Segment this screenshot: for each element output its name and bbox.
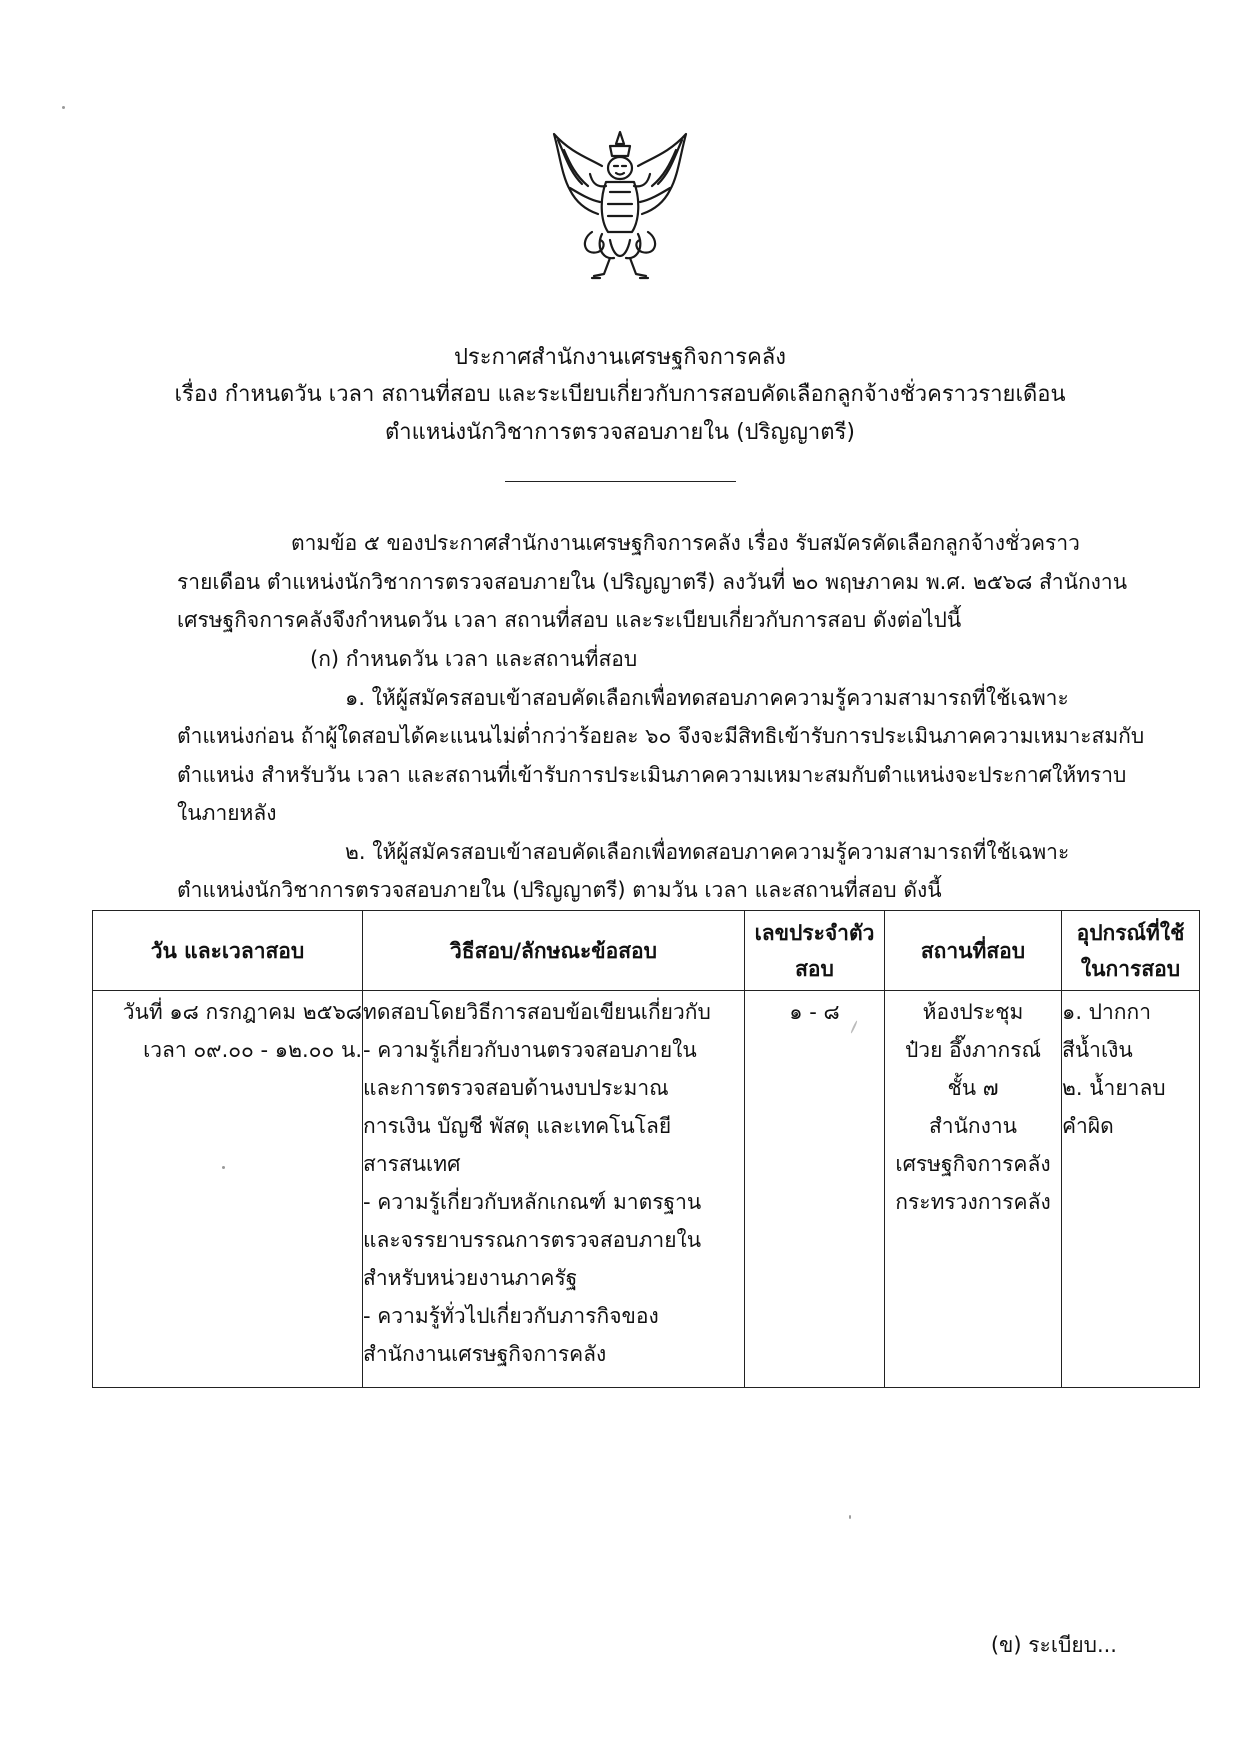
item-1-line-2: ตำแหน่งก่อน ถ้าผู้ใดสอบได้คะแนนไม่ต่ำกว่าร้อยละ ๖๐ จึงจะมีสิทธิเข้ารับการประเมินภาคความเหมาะสมกับ: [177, 724, 1145, 748]
method-line: สารสนเทศ: [363, 1152, 461, 1176]
place-line: เศรษฐกิจการคลัง: [895, 1152, 1051, 1176]
method-line: การเงิน บัญชี พัสดุ และเทคโนโลยี: [363, 1114, 672, 1138]
cell-equipment: [1062, 991, 1200, 1388]
header-number-line-1: เลขประจำตัว: [754, 920, 875, 945]
item-2-line-2: ตำแหน่งนักวิชาการตรวจสอบภายใน (ปริญญาตรี) ตามวัน เวลา และสถานที่สอบ ดังนี้: [177, 878, 942, 902]
place-line: สำนักงาน: [928, 1114, 1018, 1138]
section-a-heading: (ก) กำหนดวัน เวลา และสถานที่สอบ: [310, 647, 638, 671]
header-equipment: [1062, 911, 1200, 991]
header-number-line-2: สอบ: [795, 956, 834, 981]
continuation-note: (ข) ระเบียบ...: [990, 1633, 1117, 1657]
item-2-line-1: ๒. ให้ผู้สมัครสอบเข้าสอบคัดเลือกเพื่อทดสอบภาคความรู้ความสามารถที่ใช้เฉพาะ: [345, 840, 1070, 864]
paragraph-1-line-1: ตามข้อ ๕ ของประกาศสำนักงานเศรษฐกิจการคลัง เรื่อง รับสมัครคัดเลือกลูกจ้างชั่วคราว: [291, 531, 1080, 555]
method-line: และการตรวจสอบด้านงบประมาณ: [363, 1076, 669, 1100]
header-equipment-line-1: อุปกรณ์ที่ใช้: [1076, 920, 1185, 945]
title-divider: [505, 481, 736, 482]
equipment-line: คำผิด: [1062, 1114, 1114, 1138]
equipment-line: ๒. น้ำยาลบ: [1062, 1076, 1166, 1100]
header-equipment-line-2: ในการสอบ: [1080, 956, 1181, 981]
scan-speck: [62, 106, 65, 109]
exam-schedule-table: [92, 910, 1200, 1388]
scan-speck: [222, 1166, 225, 1169]
method-line: สำหรับหน่วยงานภาครัฐ: [363, 1266, 578, 1290]
cell-place: [885, 991, 1062, 1388]
announcement-position: ตำแหน่งนักวิชาการตรวจสอบภายใน (ปริญญาตรี): [385, 420, 855, 445]
place-line: กระทรวงการคลัง: [895, 1190, 1051, 1214]
method-line: - ความรู้เกี่ยวกับหลักเกณฑ์ มาตรฐาน: [363, 1190, 702, 1214]
header-number: [745, 911, 885, 991]
place-line: ป๋วย อึ๊งภากรณ์: [904, 1038, 1042, 1062]
method-line: ทดสอบโดยวิธีการสอบข้อเขียนเกี่ยวกับ: [363, 1000, 711, 1024]
method-line: - ความรู้เกี่ยวกับงานตรวจสอบภายใน: [363, 1038, 697, 1062]
method-line: สำนักงานเศรษฐกิจการคลัง: [363, 1342, 607, 1366]
date-line: วันที่ ๑๘ กรกฎาคม ๒๕๖๘: [122, 1000, 362, 1024]
item-1-line-3: ตำแหน่ง สำหรับวัน เวลา และสถานที่เข้ารับการประเมินภาคความเหมาะสมกับตำแหน่งจะประกาศให้ทราบ: [177, 763, 1127, 787]
header-place: สถานที่สอบ: [885, 911, 1062, 991]
place-line: ชั้น ๗: [947, 1076, 999, 1100]
paragraph-1-line-3: เศรษฐกิจการคลังจึงกำหนดวัน เวลา สถานที่สอบ และระเบียบเกี่ยวกับการสอบ ดังต่อไปนี้: [177, 608, 962, 632]
place-line: ห้องประชุม: [922, 1000, 1024, 1024]
garuda-emblem-icon: [540, 128, 700, 283]
table-row: [93, 991, 1200, 1388]
cell-date: [93, 991, 363, 1388]
method-line: - ความรู้ทั่วไปเกี่ยวกับภารกิจของ: [363, 1304, 659, 1328]
item-1-line-1: ๑. ให้ผู้สมัครสอบเข้าสอบคัดเลือกเพื่อทดสอบภาคความรู้ความสามารถที่ใช้เฉพาะ: [345, 686, 1069, 710]
table-header-row: [93, 911, 1200, 991]
item-1-line-4: ในภายหลัง: [177, 801, 277, 825]
announcement-subject: เรื่อง กำหนดวัน เวลา สถานที่สอบ และระเบียบเกี่ยวกับการสอบคัดเลือกลูกจ้างชั่วคราวรายเดือน: [174, 382, 1066, 407]
paragraph-1-line-2: รายเดือน ตำแหน่งนักวิชาการตรวจสอบภายใน (ปริญญาตรี) ลงวันที่ ๒๐ พฤษภาคม พ.ศ. ๒๕๖๘ สำนักงาน: [177, 570, 1128, 594]
cell-number: [745, 991, 885, 1388]
number-range: ๑ - ๘: [789, 1000, 840, 1024]
method-line: และจรรยาบรรณการตรวจสอบภายใน: [363, 1228, 702, 1252]
cell-method: [363, 991, 745, 1388]
scan-speck: [849, 1515, 851, 1519]
header-date: วัน และเวลาสอบ: [93, 911, 363, 991]
header-method: วิธีสอบ/ลักษณะข้อสอบ: [363, 911, 745, 991]
equipment-line: ๑. ปากกา: [1062, 1000, 1152, 1024]
announcement-title: ประกาศสำนักงานเศรษฐกิจการคลัง: [453, 345, 787, 370]
time-line: เวลา ๐๙.๐๐ - ๑๒.๐๐ น.: [143, 1038, 362, 1062]
equipment-line: สีน้ำเงิน: [1062, 1038, 1133, 1062]
